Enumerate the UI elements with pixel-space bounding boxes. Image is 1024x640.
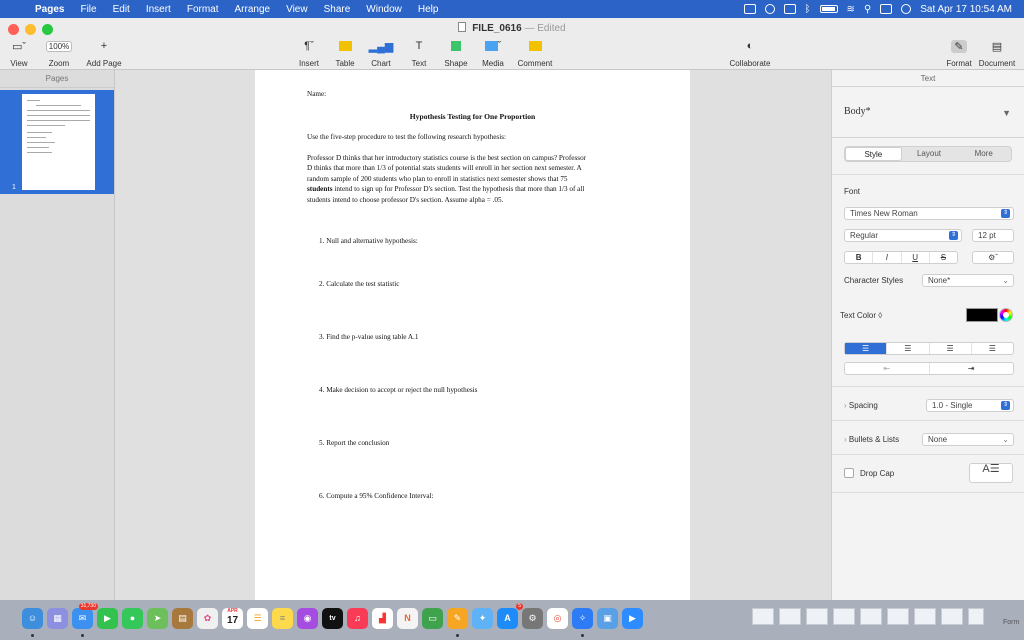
reminders-icon[interactable]: ☰ — [247, 608, 268, 629]
font-size-stepper[interactable] — [972, 229, 1014, 242]
spacing-disclosure[interactable] — [844, 401, 878, 410]
step-item: 1. Null and alternative hypothesis: — [319, 237, 418, 245]
collaborate-icon: ◐ — [746, 40, 754, 52]
bluetooth-icon[interactable]: ᛒ — [804, 3, 811, 15]
format-button[interactable] — [942, 38, 976, 68]
step-item: 3. Find the p-value using table A.1 — [319, 333, 419, 341]
text-button[interactable] — [406, 38, 432, 68]
name-label: Name: — [307, 90, 327, 98]
inspector-segmented-control — [844, 146, 1012, 162]
divider — [832, 454, 1024, 455]
bullets-value: None — [928, 435, 948, 444]
paintbrush-icon: ✎ — [942, 38, 976, 54]
tab-style[interactable]: Style — [845, 147, 902, 161]
finder-icon[interactable]: ☺ — [22, 608, 43, 629]
recent-document[interactable] — [752, 608, 774, 625]
menu-window[interactable]: Window — [366, 3, 402, 15]
step-item: 2. Calculate the test statistic — [319, 280, 400, 288]
text-color-label: Text Color ◊ — [840, 311, 883, 320]
table-icon — [332, 38, 358, 54]
zoom-value — [42, 38, 76, 54]
menu-bar — [0, 0, 1024, 18]
document-button[interactable] — [976, 38, 1018, 68]
podcasts-icon[interactable]: ◉ — [297, 608, 318, 629]
align-right-button[interactable]: ☰ — [930, 343, 972, 354]
recent-document[interactable] — [941, 608, 963, 625]
zoom-label: Zoom — [48, 59, 70, 68]
battery-icon[interactable] — [820, 5, 838, 13]
system-preferences-icon[interactable]: ⚙ — [522, 608, 543, 629]
spacing-label: Spacing — [848, 401, 878, 410]
text-label: Text — [411, 59, 427, 68]
pages-sidebar-header: Pages — [0, 70, 114, 88]
page-thumbnail[interactable] — [22, 94, 95, 190]
select-arrows-icon: ⇕ — [950, 232, 957, 238]
keynote-icon[interactable]: ▭ — [422, 608, 443, 629]
document-icon — [458, 22, 466, 32]
paragraph-icon: ¶ˇ — [304, 40, 314, 52]
comment-label: Comment — [517, 59, 553, 68]
text-options-button[interactable] — [972, 251, 1014, 264]
trash-icon[interactable] — [968, 608, 984, 625]
color-wheel-icon[interactable] — [999, 308, 1013, 322]
tab-layout[interactable]: Layout — [916, 149, 942, 158]
document-title[interactable] — [0, 22, 1024, 34]
paragraph-line-4-rest: intend to sign up for Professor D's section. Test the hypothesis that more than 1/3 of all — [332, 185, 585, 194]
edited-status: Edited — [537, 23, 566, 34]
paragraph-line-4 — [307, 184, 647, 194]
view-button[interactable] — [6, 38, 32, 68]
paragraph-line-2: D thinks that more than 1/3 of potential stats students will enroll in her section next semester. A — [307, 164, 582, 173]
media-icon: ˇ — [478, 38, 508, 54]
news-icon[interactable]: N — [397, 608, 418, 629]
numbers-icon[interactable]: ▟ — [372, 608, 393, 629]
document-label: Document — [978, 59, 1016, 68]
dock-trailing-label: Form — [1003, 619, 1020, 626]
menu-insert[interactable]: Insert — [145, 3, 171, 15]
recent-document[interactable] — [779, 608, 801, 625]
control-center-icon[interactable] — [880, 4, 892, 14]
gear-icon: ⚙ˇ — [988, 253, 998, 262]
siri-icon[interactable] — [901, 4, 911, 14]
font-weight-value: Regular — [850, 231, 879, 240]
table-label: Table — [335, 59, 355, 68]
spacing-select[interactable] — [926, 399, 1014, 412]
step-item: 6. Compute a 95% Confidence Interval: — [319, 492, 434, 500]
menu-arrange[interactable]: Arrange — [234, 3, 271, 15]
calendar-day: 17 — [226, 615, 239, 626]
notes-app-icon[interactable]: ▤ — [172, 608, 193, 629]
facetime-icon[interactable]: ▶ — [97, 608, 118, 629]
paragraph-style-value: Body* — [844, 106, 871, 117]
italic-button[interactable]: I — [873, 252, 901, 263]
font-section-label: Font — [844, 187, 861, 196]
drop-cap-icon: A☰ — [982, 463, 1000, 475]
app-store-icon[interactable]: A 5 — [497, 608, 518, 629]
font-family-select[interactable] — [844, 207, 1014, 220]
media-label: Media — [482, 59, 504, 68]
bullets-label: Bullets & Lists — [848, 435, 900, 444]
align-left-button[interactable]: ☰ — [845, 343, 887, 354]
chevron-down-icon: ⌄ — [1002, 435, 1009, 444]
menu-file[interactable]: File — [80, 3, 97, 15]
paragraph-line-5: students intend to choose professor D's section. Assume alpha = .05. — [307, 195, 504, 204]
step-item: 5. Report the conclusion — [319, 439, 390, 447]
bullets-disclosure[interactable] — [844, 435, 899, 444]
underline-button[interactable]: U — [902, 252, 930, 263]
insert-button[interactable] — [294, 38, 324, 68]
bullets-select[interactable] — [922, 433, 1014, 446]
zoom-app-icon[interactable]: ▶ — [622, 608, 643, 629]
paragraph-line-1: Professor D thinks that her introductory statistics course is the best section on campus? Professor — [307, 154, 587, 162]
zoom-button[interactable] — [42, 38, 76, 68]
app-store-badge: 5 — [518, 603, 521, 609]
title-separator: — — [524, 23, 535, 34]
comment-button[interactable] — [514, 38, 556, 68]
menu-help[interactable]: Help — [417, 3, 439, 15]
recent-document[interactable] — [833, 608, 855, 625]
document-setup-icon: ▤ — [991, 40, 1003, 53]
inspector-tab-text[interactable]: Text — [832, 70, 1024, 87]
align-justify-button[interactable]: ☰ — [988, 344, 996, 353]
shape-button[interactable] — [442, 38, 470, 68]
shape-icon — [442, 38, 470, 54]
comment-icon — [514, 38, 556, 54]
drop-cap-checkbox[interactable] — [844, 468, 854, 478]
character-styles-select[interactable] — [922, 274, 1014, 287]
finder-window-icon[interactable]: ▣ — [597, 608, 618, 629]
photos-icon[interactable]: ✿ — [197, 608, 218, 629]
dock — [0, 600, 1024, 640]
select-arrows-icon: ⇕ — [1002, 402, 1009, 408]
apple-tv-icon[interactable] — [322, 608, 343, 629]
divider — [832, 492, 1024, 493]
calendar-icon[interactable] — [222, 608, 243, 629]
bold-students: students — [307, 185, 333, 194]
paragraph-style-popup[interactable] — [832, 88, 1024, 138]
menu-view[interactable]: View — [286, 3, 308, 15]
drop-cap-label: Drop Cap — [860, 469, 895, 478]
paragraph-line-3: random sample of 200 students who plan to enroll in statistics next semester shows that 75 — [307, 174, 568, 183]
text-style-buttons — [844, 251, 958, 264]
tab-more[interactable]: More — [974, 149, 993, 158]
add-page-label: Add Page — [86, 59, 122, 68]
document-page[interactable] — [255, 70, 690, 600]
recent-document[interactable] — [887, 608, 909, 625]
recent-document[interactable] — [860, 608, 882, 625]
mail-badge: 31,730 — [80, 603, 96, 609]
shape-label: Shape — [444, 59, 468, 68]
character-styles-label: Character Styles — [844, 276, 904, 285]
status-app-icon[interactable] — [744, 4, 756, 14]
problem-paragraph — [307, 153, 647, 205]
drop-cap-style-button[interactable] — [969, 463, 1013, 483]
chart-icon: ▂▄▆ — [368, 40, 394, 53]
decrease-indent-button[interactable]: ⇤ — [845, 363, 930, 374]
text-icon: T — [415, 40, 423, 52]
menu-share[interactable]: Share — [323, 3, 351, 15]
view-label: View — [10, 59, 28, 68]
select-arrows-icon: ⇕ — [1002, 210, 1009, 216]
font-size-value: 12 pt — [978, 231, 996, 240]
chevron-down-icon: ▼ — [1002, 108, 1011, 118]
tv-label: tv — [329, 615, 336, 622]
divider — [832, 420, 1024, 421]
divider — [832, 386, 1024, 387]
notes-icon[interactable]: ≡ — [272, 608, 293, 629]
menu-edit[interactable]: Edit — [112, 3, 130, 15]
menubar-clock[interactable]: Sat Apr 17 10:54 AM — [920, 3, 1012, 15]
safari-icon[interactable]: ✧ — [572, 608, 593, 629]
font-family-value: Times New Roman — [850, 209, 918, 218]
recent-document[interactable] — [806, 608, 828, 625]
align-center-button[interactable]: ☰ — [887, 343, 929, 354]
menu-format[interactable]: Format — [186, 3, 219, 15]
pages-app-icon[interactable]: ✎ — [447, 608, 468, 629]
alignment-buttons — [844, 342, 1014, 355]
text-color-swatch[interactable] — [966, 308, 998, 322]
dock-apps — [22, 603, 643, 629]
bold-button[interactable]: B — [845, 252, 873, 263]
spacing-value: 1.0 - Single — [932, 401, 973, 410]
mail-icon[interactable]: ✉ 31,730 — [72, 608, 93, 629]
launchpad-icon[interactable]: ▦ — [47, 608, 68, 629]
format-inspector — [831, 70, 1024, 600]
chart-button[interactable] — [368, 38, 394, 68]
chevron-right-icon: › — [844, 435, 847, 444]
strikethrough-button[interactable]: S — [940, 253, 947, 262]
increase-indent-button[interactable]: ⇥ — [967, 364, 975, 373]
document-name: FILE_0616 — [472, 23, 522, 34]
music-icon[interactable]: ♫ — [347, 608, 368, 629]
recent-document[interactable] — [914, 608, 936, 625]
calendar-month: APR — [227, 608, 238, 614]
divider — [832, 174, 1024, 175]
dock-recent-documents — [752, 608, 984, 625]
pages-sidebar — [0, 70, 115, 600]
indent-buttons — [844, 362, 1014, 375]
chevron-right-icon: › — [844, 401, 847, 410]
plus-icon: + — [100, 40, 108, 52]
document-canvas[interactable] — [115, 70, 831, 600]
sidebar-view-icon: ▭ˇ — [11, 40, 27, 53]
collaborate-label: Collaborate — [729, 59, 771, 68]
play-status-icon[interactable] — [765, 4, 775, 14]
spotlight-search-icon[interactable]: ⚲ — [863, 3, 872, 15]
media-button[interactable] — [478, 38, 508, 68]
document-heading: Hypothesis Testing for One Proportion — [409, 112, 536, 121]
window-toolbar — [0, 18, 1024, 70]
collaborate-button[interactable] — [724, 38, 776, 68]
font-weight-select[interactable] — [844, 229, 962, 242]
wifi-icon[interactable]: ≋ — [846, 3, 855, 15]
instructions-text: Use the five-step procedure to test the following research hypothesis: — [307, 133, 506, 141]
menu-app-pages[interactable]: Pages — [35, 3, 65, 15]
keyboard-status-icon[interactable] — [784, 4, 796, 14]
page-number: 1 — [12, 184, 16, 191]
chevron-down-icon: ⌄ — [1002, 276, 1009, 285]
xcode-icon[interactable]: ✦ — [472, 608, 493, 629]
table-button[interactable] — [332, 38, 358, 68]
chrome-icon[interactable]: ◎ — [547, 608, 568, 629]
format-label: Format — [946, 59, 972, 68]
character-styles-value: None* — [928, 276, 951, 285]
insert-label: Insert — [298, 59, 319, 68]
step-item: 4. Make decision to accept or reject the null hypothesis — [319, 386, 478, 394]
add-page-button[interactable] — [84, 38, 124, 68]
maps-icon[interactable]: ➤ — [147, 608, 168, 629]
messages-icon[interactable]: ● — [122, 608, 143, 629]
chart-label: Chart — [371, 59, 391, 68]
zoom-value-text: 100% — [46, 41, 72, 52]
